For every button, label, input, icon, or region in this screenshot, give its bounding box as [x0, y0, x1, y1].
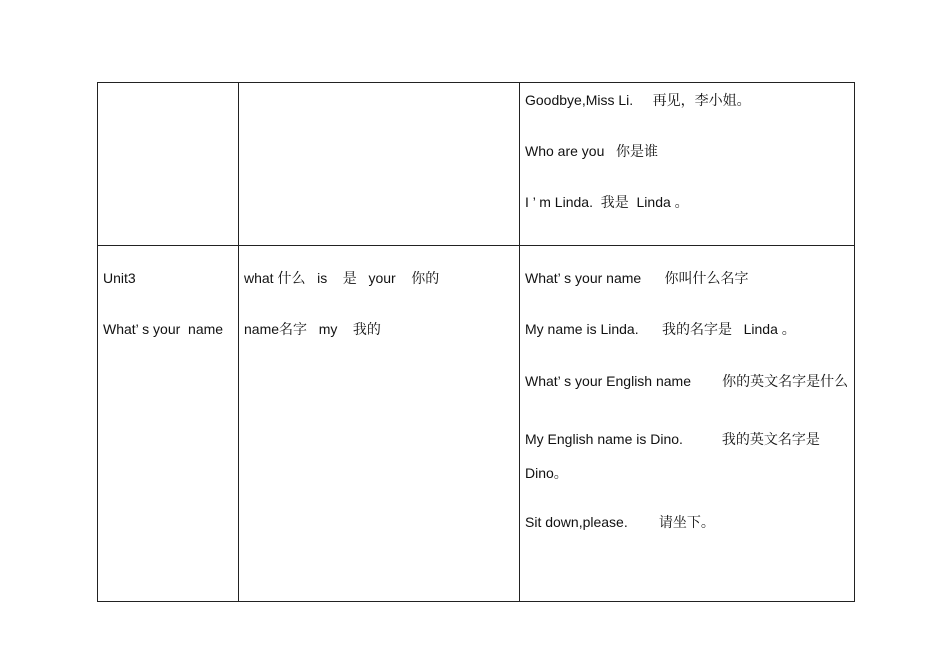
sentence-line: What’ s your English name 你的英文名字是什么: [525, 373, 849, 389]
sentences-cell: [520, 83, 855, 246]
sentence-line: Who are you 你是谁: [525, 143, 659, 159]
unit-number: Unit3: [103, 270, 136, 286]
vocabulary-table: [97, 82, 855, 602]
unit-cell: [98, 246, 239, 602]
table-row: [98, 83, 855, 246]
sentence-line: What’ s your name 你叫什么名字: [525, 270, 749, 286]
table-row: [98, 246, 855, 602]
words-cell: [239, 246, 520, 602]
unit-cell: [98, 83, 239, 246]
sentence-line: My name is Linda. 我的名字是 Linda 。: [525, 321, 796, 337]
words-cell: [239, 83, 520, 246]
word-line: what 什么 is 是 your 你的: [244, 270, 440, 286]
sentences-cell: [520, 246, 855, 602]
sentence-line: Sit down,please. 请坐下。: [525, 514, 715, 530]
sentence-line: I ’ m Linda. 我是 Linda 。: [525, 194, 689, 210]
unit-title: What’ s your name: [103, 321, 224, 337]
sentence-line: Goodbye,Miss Li. 再见，李小姐。: [525, 92, 751, 108]
word-line: name名字 my 我的: [244, 321, 381, 337]
sentence-line: My English name is Dino. 我的英文名字是Dino。: [525, 431, 820, 481]
